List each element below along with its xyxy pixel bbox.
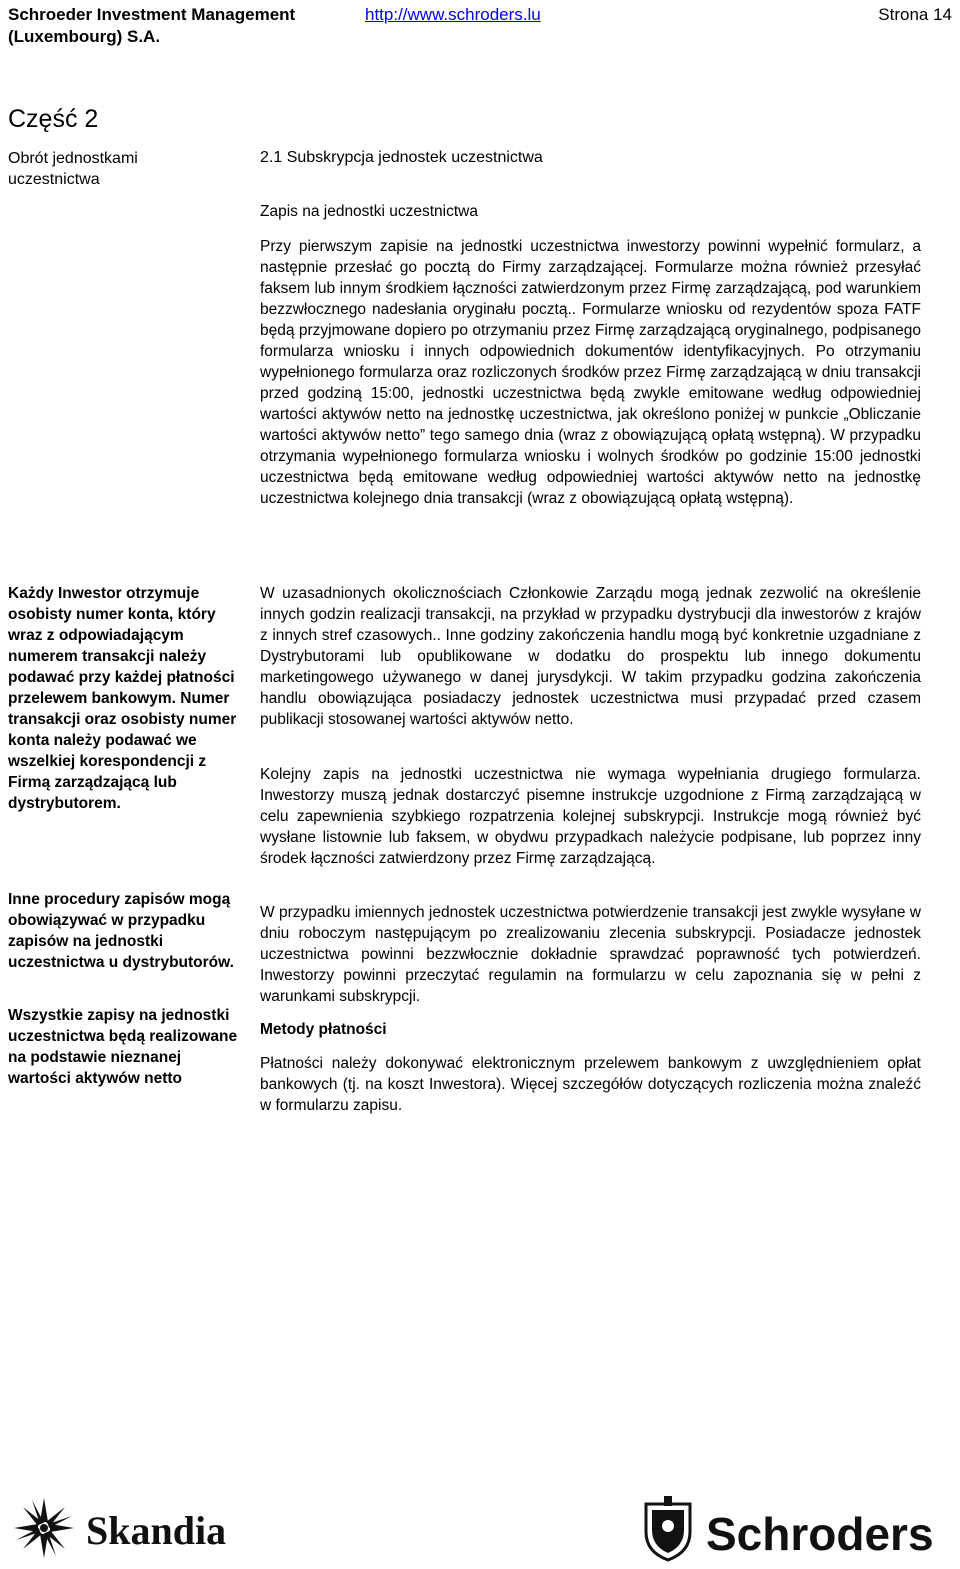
paragraph-text: Płatności należy dokonywać elektronicznym przelewem bankowym z uwzględnieniem opłat bankowych (tj. na koszt Inwestora). Więcej szczegółów dotyczących rozliczenia można znaleźć w formularzu zapisu. [260,1055,921,1114]
paragraph-4 [260,902,921,1007]
skandia-emblem-icon [6,1490,256,1562]
sidebar-note-valuation [8,1005,238,1089]
paragraph-text: W uzasadnionych okolicznościach Członkowie Zarządu mogą jednak zezwolić na określenie innych godzin realizacji transakcji, na przykład w przypadku dystrybucji dla inwestorów z krajów z innych stref czasowych.. Inne godziny zakończenia handlu mogą być konkretnie uzgadniane z Dystrybutorami lub opublikowane w dodatku do prospektu lub innego dokumentu marketingowego używanego w danej jurysdykcji. W takim przypadku godzina zakończenia handlu obowiązująca posiadaczy jednostek uczestnictwa musi przypadać przed czasem publikacji stosowanej wartości aktywów netto. [260,585,921,728]
paragraph-2 [260,583,921,730]
sidebar-note-text: Wszystkie zapisy na jednostki uczestnictwa będą realizowane na podstawie nieznanej wartości aktywów netto [8,1007,238,1087]
subheading-block [260,201,921,222]
sidebar-note-text: Każdy Inwestor otrzymuje osobisty numer konta, który wraz z odpowiadającym numerem transakcji należy podawać przy każdej płatności przelewem bankowym. Numer transakcji oraz osobisty numer konta należy podawać we wszelkiej korespondencji z Firmą zarządzającą lub dystrybutorem. [8,585,237,812]
section-heading: 2.1 Subskrypcja jednostek uczestnictwa [260,149,543,166]
paragraph-5 [260,1053,921,1116]
subheading: Zapis na jednostki uczestnictwa [260,203,478,220]
paragraph-3 [260,764,921,869]
paragraph-text: Kolejny zapis na jednostki uczestnictwa nie wymaga wypełniania drugiego formularza. Inwestorzy muszą jednak dostarczyć pisemne instrukcje uzgodnione z Firmą zarządzającą w celu zapewnienia szybkiego rozpatrzenia kolejnej subskrypcji. Instrukcje mogą również być wysłane listownie lub faksem, w obydwu przypadkach należycie podpisane, lub poprzez inny środek łączności zatwierdzony przez Firmę zarządzającą. [260,766,921,867]
page-number: Strona 14 [878,5,952,24]
schroders-logo [640,1496,956,1564]
sidebar-note-account [8,583,238,814]
website-link[interactable]: http://www.schroders.lu [365,5,541,24]
section-heading-block [260,147,921,168]
sidebar-note-distributors [8,889,238,973]
part-title: Część 2 [8,105,99,133]
sidebar-note-text: Inne procedury zapisów mogą obowiązywać w przypadku zapisów na jednostki uczestnictwa u dystrybutorów. [8,891,234,971]
schroders-crest-icon [640,1496,956,1564]
skandia-logo [6,1490,256,1562]
section-label: Obrót jednostkami uczestnictwa [8,150,138,188]
payment-heading: Metody płatności [260,1021,387,1038]
skandia-wordmark: Skandia [86,1508,227,1553]
paragraph-text: W przypadku imiennych jednostek uczestnictwa potwierdzenie transakcji jest zwykle wysyłane w dniu roboczym następującym po zrealizowaniu zlecenia subskrypcji. Posiadacze jednostek uczestnictwa powinni bezzwłocznie dokładnie sprawdzać poprawność tych potwierdzeń. Inwestorzy powinni przeczytać regulamin na formularzu w celu zapoznania się w pełni z warunkami subskrypcji. [260,904,921,1005]
page-header [8,4,952,50]
paragraph-1 [260,236,921,509]
schroders-wordmark: Schroders [706,1508,934,1560]
payment-heading-block [260,1019,921,1040]
company-name: Schroeder Investment Management (Luxembourg) S.A. [8,5,296,46]
paragraph-text: Przy pierwszym zapisie na jednostki uczestnictwa inwestorzy powinni wypełnić formularz, a następnie przesłać go pocztą do Firmy zarządzającej. Formularze można również przesyłać faksem lub innym środkiem łączności zatwierdzonym przez Firmę zarządzającą, pod warunkiem bezzwłocznego nadesłania oryginału pocztą.. Formularze wniosku od rezydentów spoza FATF będą przyjmowane dopiero po otrzymaniu przez Firmę zarządzającą oryginalnego, podpisanego formularza wniosku i innych odpowiednich dokumentów identyfikacyjnych. Po otrzymaniu wypełnionego formularza oraz rozliczonych środków przez Firmę zarządzającą w dniu transakcji przed godziną 15:00, jednostki uczestnictwa będą zwykle emitowane według odpowiedniej wartości aktywów netto na jednostkę uczestnictwa, jak określono poniżej w punkcie „Obliczanie wartości aktywów netto” tego samego dnia (wraz z obowiązującą opłatą wstępną). W przypadku otrzymania wypełnionego formularza wniosku i wolnych środków po godzinie 15:00 jednostki uczestnictwa będą emitowane według odpowiedniej wartości aktywów netto na jednostkę uczestnictwa kolejnego dnia transakcji (wraz z obowiązującą opłatą wstępną). [260,238,921,507]
